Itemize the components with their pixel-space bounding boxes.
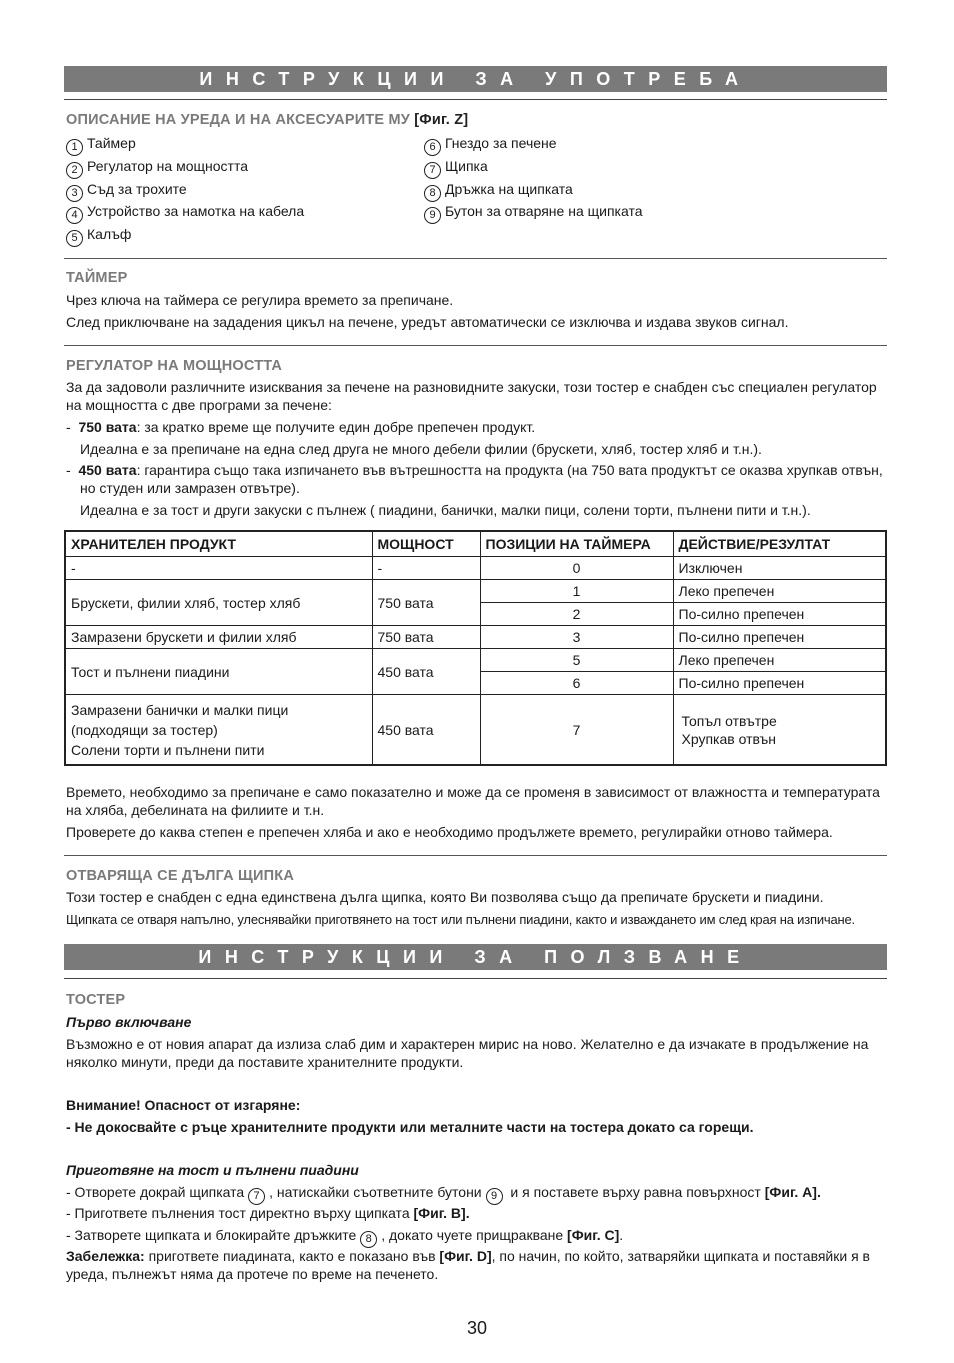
note-text: пригответе пиадината, както е показано във [144, 1248, 436, 1264]
after-text-1b: на хляба, дебелината на филиите и т.н. [66, 802, 325, 818]
table-header: МОЩНОСТ [372, 531, 480, 557]
cell-line: Топъл отвътре [681, 712, 777, 729]
power-bullet-750-line2: Идеална е за препичане на една след друга не много дебели филии (брускети, хляб, тостер хляб и т.н.). [80, 441, 762, 457]
divider [64, 855, 887, 856]
section-band-usage: ИНСТРУКЦИИ ЗА УПОТРЕБА [64, 66, 887, 92]
step-text: , натискайки съответните бутони [269, 1184, 482, 1200]
cell-power: 450 вата [372, 649, 480, 695]
bullet-bold: 750 вата [78, 419, 137, 435]
step-text: - Пригответе пълнения тост директно върху щипката [66, 1205, 410, 1221]
desc-item-label: Щипка [445, 158, 488, 174]
prep-step-1 [66, 1184, 821, 1205]
cell-result: По-силно препечен [673, 626, 886, 649]
desc-item-label: Дръжка на щипката [445, 181, 573, 197]
cell-position: 5 [480, 649, 673, 672]
table-row [65, 557, 886, 580]
cell-result: По-силно препечен [673, 672, 886, 695]
note-line-2: уреда, пълнежът няма да протече по време на печенето. [66, 1266, 439, 1282]
table-row [65, 695, 886, 766]
step-text: , докато чуете прищракване [381, 1227, 564, 1243]
first-use-text-a: Възможно е от новия апарат да излиза слаб дим и характерен мирис на ново. Желателно е да изчакате в продължение на [66, 1036, 869, 1052]
table-row [65, 626, 886, 649]
cell-power: 750 вата [372, 626, 480, 649]
cell-result: По-силно препечен [673, 603, 886, 626]
cell-position: 3 [480, 626, 673, 649]
cell-product: Брускети, филии хляб, тостер хляб [65, 580, 372, 626]
desc-item-label: Таймер [87, 135, 136, 151]
clip-heading: ОТВАРЯЩА СЕ ДЪЛГА ЩИПКА [66, 868, 294, 884]
num-badge: 6 [424, 139, 441, 156]
table-header: ПОЗИЦИИ НА ТАЙМЕРА [480, 531, 673, 557]
prep-step-3 [66, 1227, 623, 1248]
cell-product [65, 695, 372, 766]
cell-line: (подходящи за тостер) [71, 722, 218, 738]
cell-product: Замразени брускети и филии хляб [65, 626, 372, 649]
cell-power: 450 вата [372, 695, 480, 766]
power-bullet-750 [66, 419, 535, 436]
page-number: 30 [466, 1318, 488, 1338]
toaster-heading: ТОСТЕР [66, 992, 126, 1008]
bullet-text: : гарантира също така изпичането във вътрешността на продукта (на 750 вата продуктът се оказва хрупкав отвън, [136, 462, 883, 478]
power-bullet-450-line2: но студен или замразен отвътре). [80, 480, 300, 496]
cell-line: Солени торти и пълнени пити [71, 742, 265, 758]
cell-result: Изключен [673, 557, 886, 580]
cell-result: Леко препечен [673, 580, 886, 603]
cell-product: Тост и пълнени пиадини [65, 649, 372, 695]
desc-item-7 [424, 158, 488, 179]
desc-item-8 [424, 181, 573, 202]
cell-line: Замразени банички и малки пици [71, 702, 289, 718]
power-bullet-450 [66, 462, 883, 479]
power-bullet-450-line3: Идеална е за тост и други закуски с пълнеж ( пиадини, банички, малки пици, солени торти, пълнени пити и т.н.). [80, 502, 811, 518]
num-badge: 5 [66, 230, 83, 247]
cell-position: 0 [480, 557, 673, 580]
after-text-1a: Времето, необходимо за препичане е само показателно и може да се променя в зависимост от влажността и температурата [66, 784, 880, 800]
prep-step-2 [66, 1205, 470, 1222]
step-text: . [619, 1227, 624, 1243]
warning-title: Внимание! Опасност от изгаряне: [66, 1097, 301, 1113]
bullet-dash: - [66, 462, 71, 478]
desc-item-2 [66, 158, 248, 179]
desc-item-1 [66, 135, 136, 156]
bullet-text: : за кратко време ще получите един добре препечен продукт. [136, 419, 536, 435]
band-underline [64, 99, 887, 100]
num-badge: 1 [66, 139, 83, 156]
description-fig-ref: [Фиг. Z] [414, 112, 469, 128]
table-row [65, 649, 886, 672]
cell-position: 6 [480, 672, 673, 695]
bullet-bold: 450 вата [78, 462, 137, 478]
cell-result: Леко препечен [673, 649, 886, 672]
num-badge: 7 [424, 162, 441, 179]
note-text: , по начин, по който, затваряйки щипката и поставяйки я в [491, 1248, 870, 1264]
step-text: и я поставете върху равна повърхност [506, 1184, 761, 1200]
desc-item-label: Калъф [87, 226, 132, 242]
desc-item-6 [424, 135, 557, 156]
warning-item: - Не докосвайте с ръце хранителните продукти или металните части на тостера докато са горещи. [66, 1119, 754, 1135]
desc-item-label: Съд за трохите [87, 181, 187, 197]
fig-ref: [Фиг. D] [439, 1248, 492, 1264]
after-text-2: Проверете до каква степен е препечен хляба и ако е необходимо продължете времето, регулирайки отново таймера. [66, 824, 833, 840]
cell-position: 1 [480, 580, 673, 603]
divider [64, 258, 887, 259]
description-heading [66, 112, 468, 128]
section-band-operation: ИНСТРУКЦИИ ЗА ПОЛЗВАНЕ [64, 944, 887, 970]
cell-power: - [372, 557, 480, 580]
num-badge: 7 [248, 1188, 265, 1205]
num-badge: 9 [424, 207, 441, 224]
clip-text-2: Щипката се отваря напълно, улеснявайки приготвянето на тост или пълнени пиадини, както и изваждането им след края на изпичане. [66, 912, 855, 927]
num-badge: 2 [66, 162, 83, 179]
table-header: ДЕЙСТВИЕ/РЕЗУЛТАТ [673, 531, 886, 557]
power-text-1a: За да задоволи различните изисквания за печене на разновидните закуски, този тостер е снабден със специален регулатор [66, 379, 877, 395]
table-row [65, 580, 886, 603]
cell-line: Хрупкав отвън [681, 730, 776, 747]
power-text-1b: на мощността с две програми за печене: [66, 397, 332, 413]
desc-item-label: Гнездо за печене [445, 135, 557, 151]
cell-product: - [65, 557, 372, 580]
desc-item-3 [66, 181, 187, 202]
num-badge: 4 [66, 207, 83, 224]
divider [64, 345, 887, 346]
note-label: Забележка: [66, 1248, 145, 1264]
description-title: ОПИСАНИЕ НА УРЕДА И НА АКСЕСУАРИТЕ МУ [66, 112, 410, 128]
desc-item-4 [66, 203, 304, 224]
desc-item-label: Регулатор на мощността [87, 158, 248, 174]
num-badge: 8 [424, 185, 441, 202]
desc-item-label: Бутон за отваряне на щипката [445, 203, 643, 219]
cell-result [673, 695, 886, 766]
prep-subheading: Приготвяне на тост и пълнени пиадини [66, 1162, 359, 1178]
desc-item-5 [66, 226, 131, 247]
timer-heading: ТАЙМЕР [66, 270, 128, 286]
desc-item-label: Устройство за намотка на кабела [87, 203, 305, 219]
cell-position: 2 [480, 603, 673, 626]
num-badge: 3 [66, 185, 83, 202]
band-underline [64, 978, 887, 979]
table-header-row [65, 531, 886, 557]
timer-text-1: Чрез ключа на таймера се регулира времето за препичане. [66, 292, 454, 308]
toasting-table [64, 530, 887, 766]
power-heading: РЕГУЛАТОР НА МОЩНОСТТА [66, 358, 283, 374]
num-badge: 9 [486, 1188, 503, 1205]
clip-text-1: Този тостер е снабден с една единствена дълга щипка, която Ви позволява също да препичате брускети и пиадини. [66, 889, 824, 905]
timer-text-2: След приключване на зададения цикъл на печене, уредът автоматически се изключва и издава звуков сигнал. [66, 314, 789, 330]
fig-ref: [Фиг. C] [567, 1227, 620, 1243]
first-use-subheading: Първо включване [66, 1014, 192, 1030]
cell-position: 7 [480, 695, 673, 766]
bullet-dash: - [66, 419, 71, 435]
table-header: ХРАНИТЕЛЕН ПРОДУКТ [65, 531, 372, 557]
desc-item-9 [424, 203, 643, 224]
num-badge: 8 [360, 1231, 377, 1248]
step-text: - Затворете щипката и блокирайте дръжките [66, 1227, 357, 1243]
step-text: - Отворете докрай щипката [66, 1184, 245, 1200]
fig-ref: [Фиг. A]. [764, 1184, 821, 1200]
fig-ref: [Фиг. B]. [413, 1205, 470, 1221]
note-line-1 [66, 1248, 870, 1265]
cell-power: 750 вата [372, 580, 480, 626]
first-use-text-b: няколко минути, преди да поставите хранителните продукти. [66, 1054, 464, 1070]
